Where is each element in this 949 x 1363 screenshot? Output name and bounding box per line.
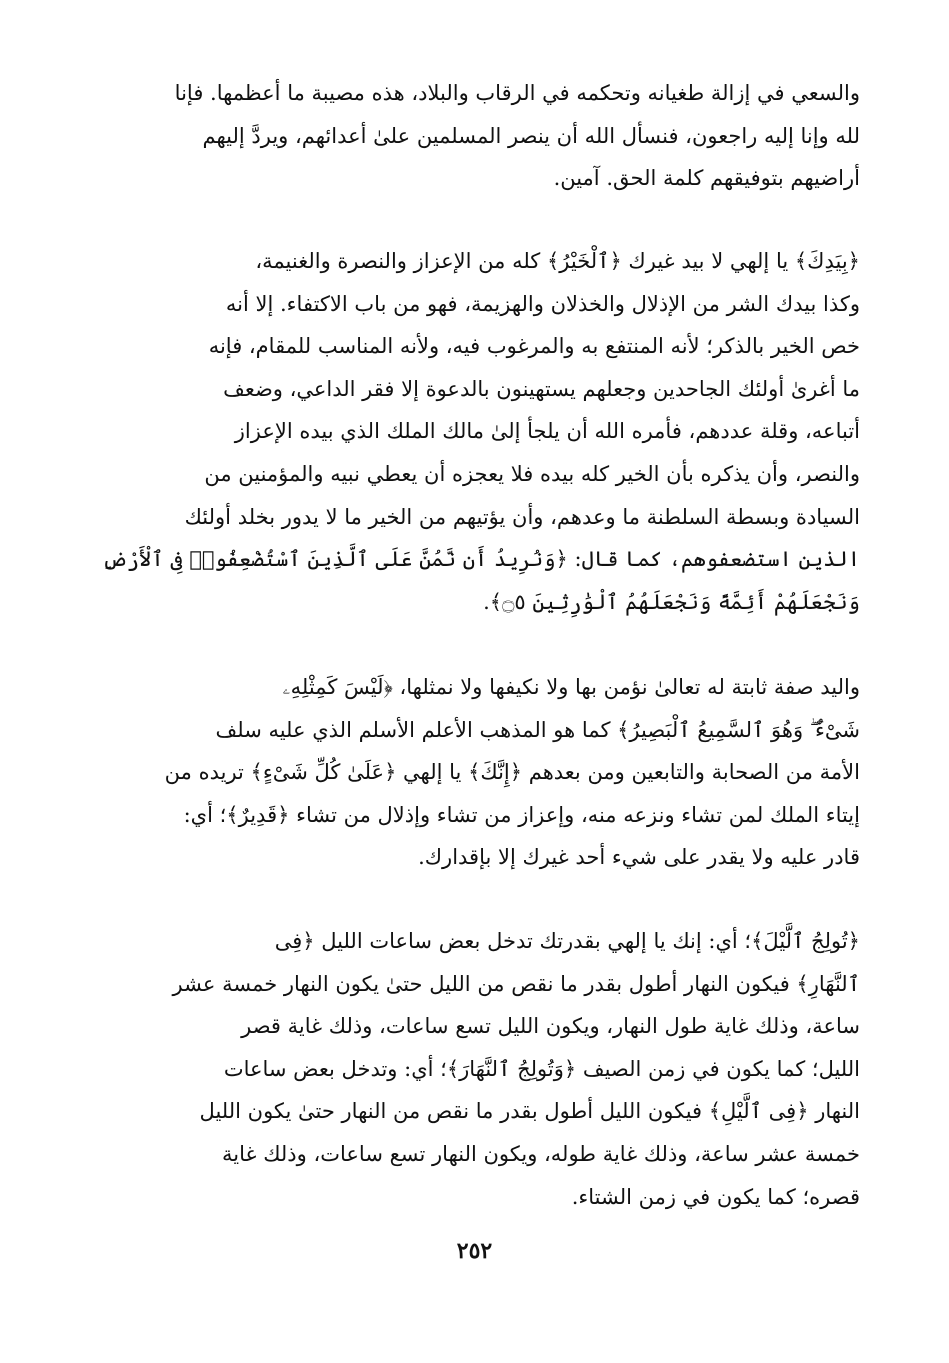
text-line: والسعي في إزالة طغيانه وتحكمه في الرقاب والبلاد، هذه مصيبة ما أعظمها. فإنا (174, 81, 860, 105)
text-line: إيتاء الملك لمن تشاء ونزعه منه، وإعزاز من تشاء وإذلال من تشاء ﴿قَدِيرٌ﴾؛ أي: (183, 802, 860, 827)
text-line: قادر عليه ولا يقدر على شيء أحد غيرك إلا بإقدارك. (418, 845, 860, 870)
text-line: الليل؛ كما يكون في زمن الصيف ﴿وَتُولِجُ ٱلنَّهَارَ﴾؛ أي: وتدخل بعض ساعات (223, 1056, 860, 1081)
text-line: ٱلنَّهَارِ﴾ فيكون النهار أطول بقدر ما نقص من الليل حتىٰ يكون النهار خمسة عشر (172, 971, 860, 996)
paragraph-4 (95, 920, 860, 1218)
paragraph-1 (95, 72, 860, 200)
text-line: الذين استضعفوهم، كما قال: ﴿وَنُرِيدُ أَن نَّمُنَّ عَلَى ٱلَّذِينَ ٱسْتُضْعِفُوا۟ فِى ٱلْأَرْضِ (102, 547, 860, 572)
text-line: قصره؛ كما يكون في زمن الشتاء. (571, 1184, 860, 1209)
text-line: والنصر، وأن يذكره بأن الخير كله بيده فلا يعجزه أن يعطي نبيه والمؤمنين من (204, 461, 860, 486)
text-line: خمسة عشر ساعة، وذلك غاية طوله، ويكون النهار تسع ساعات، وذلك غاية (222, 1141, 860, 1166)
text-line: شَىْءٌ ۖ وَهُوَ ٱلسَّمِيعُ ٱلْبَصِيرُ﴾ كما هو المذهب الأعلم الأسلم الذي عليه سلف (215, 717, 860, 742)
text-line: واليد صفة ثابتة له تعالىٰ نؤمن بها ولا نكيفها ولا نمثلها، ﴿لَيْسَ كَمِثْلِهِۦ (282, 675, 860, 699)
text-line: وكذا بيدك الشر من الإذلال والخذلان والهزيمة، فهو من باب الاكتفاء. إلا أنه (225, 291, 860, 316)
text-line: السيادة وبسطة السلطنة ما وعدهم، وأن يؤتيهم من الخير ما لا يدور بخلد أولئك (184, 504, 860, 529)
text-line: وَنَجْعَلَهُمْ أَئِمَّةً وَنَجْعَلَهُمُ ٱلْوَٰرِثِينَ ۝٥﴾. (483, 589, 860, 614)
text-line: ﴿تُولِجُ ٱلَّيْلَ﴾؛ أي: إنك يا إلهي بقدرتك تدخل بعض ساعات الليل ﴿فِى (274, 929, 860, 953)
text-line: ساعة، وذلك غاية طول النهار، ويكون الليل تسع ساعات، وذلك غاية قصر (241, 1014, 860, 1039)
paragraph-3 (95, 666, 860, 879)
text-line: أتباعه، وقلة عددهم، فأمره الله أن يلجأ إلىٰ مالك الملك الذي بيده الإعزاز (234, 419, 860, 444)
text-line: الأمة من الصحابة والتابعين ومن بعدهم ﴿إِنَّكَ﴾ يا إلهي ﴿عَلَىٰ كُلِّ شَىْءٍ﴾ تريده من (164, 760, 860, 785)
text-line: ما أغرىٰ أولئك الجاحدين وجعلهم يستهينون بالدعوة إلا فقر الداعي، وضعف (223, 376, 860, 401)
text-line: أراضيهم بتوفيقهم كلمة الحق. آمين. (553, 166, 860, 191)
page-number: ٢٥٢ (456, 1238, 493, 1264)
text-line: النهار ﴿فِى ٱلَّيْلِ﴾ فيكون الليل أطول بقدر ما نقص من النهار حتىٰ يكون الليل (199, 1099, 860, 1124)
text-line: لله وإنا إليه راجعون، فنسأل الله أن ينصر المسلمين علىٰ أعدائهم، ويردَّ إليهم (202, 123, 860, 148)
text-line: خص الخير بالذكر؛ لأنه المنتفع به والمرغوب فيه، ولأنه المناسب للمقام، فإنه (208, 334, 860, 359)
text-line: ﴿بِيَدِكَ﴾ يا إلهي لا بيد غيرك ﴿ٱلْخَيْرُ﴾ كله من الإعزاز والنصرة والغنيمة، (255, 249, 860, 273)
paragraph-2 (95, 240, 860, 623)
